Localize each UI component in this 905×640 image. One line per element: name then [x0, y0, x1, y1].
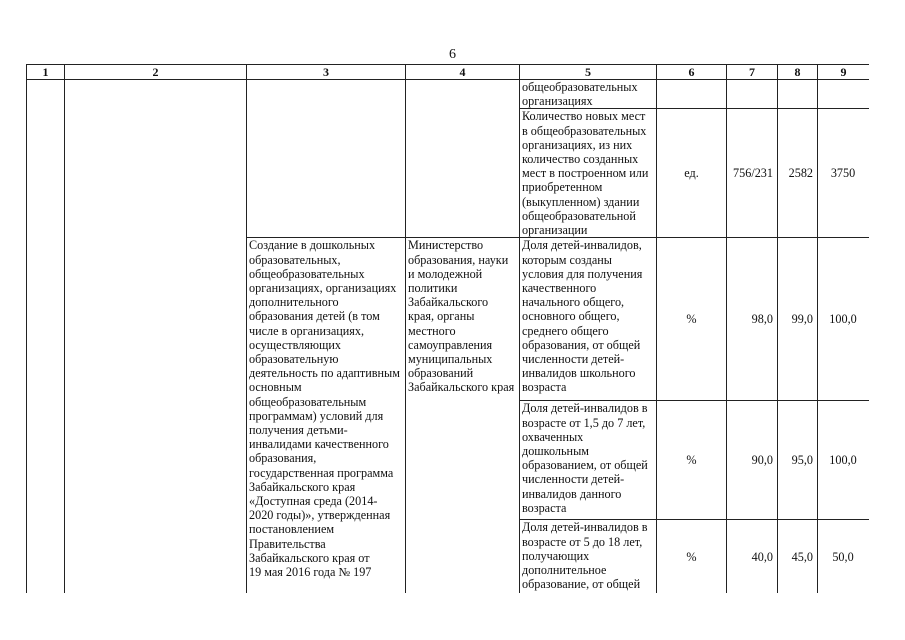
indicator-cell: общеобразовательных организациях: [520, 80, 657, 109]
column-header-2: 2: [65, 65, 247, 80]
column-header-5: 5: [520, 65, 657, 80]
value-cell-col7: [727, 80, 778, 109]
column-header-6: 6: [657, 65, 727, 80]
column-header-9: 9: [818, 65, 870, 80]
column-header-7: 7: [727, 65, 778, 80]
table-row: [27, 80, 870, 109]
value-cell-col7: 40,0: [727, 520, 778, 593]
unit-cell: [657, 80, 727, 109]
measure-cell: Создание в дошкольных образовательных, общеобразовательных организациях, организациях дополнительного образования детей (в том числе в организациях, осуществляющих образовательную деятельность по адаптивным основным общеобразовательным программам) условий для получения детьми- инвалидами качественного образования, государственная программа Забайкальского края «Доступная среда (2014- 2020 годы)», утвержденная постановлением Правительства Забайкальского края от 19 мая 2016 года № 197: [247, 238, 406, 593]
indicator-cell: Доля детей-инвалидов в возрасте от 1,5 до 7 лет, охваченных дошкольным образованием, от общей численности детей- инвалидов данного возраста: [520, 401, 657, 520]
unit-cell: %: [657, 401, 727, 520]
column-header-3: 3: [247, 65, 406, 80]
unit-cell: %: [657, 238, 727, 401]
value-cell-col8: 99,0: [778, 238, 818, 401]
responsible-cell: Министерство образования, науки и молодежной политики Забайкальского края, органы местного самоуправления муниципальных образований Забайкальского края: [406, 238, 520, 593]
value-cell-col9: 50,0: [818, 520, 870, 593]
value-cell-col7: 98,0: [727, 238, 778, 401]
responsible-cell-empty: [406, 80, 520, 238]
indicator-cell: Доля детей-инвалидов в возрасте от 5 до 18 лет, получающих дополнительное образование, от общей: [520, 520, 657, 593]
column-header-8: 8: [778, 65, 818, 80]
measure-cell-empty: [247, 80, 406, 238]
value-cell-col8: 2582: [778, 109, 818, 238]
task-cell: [65, 80, 247, 594]
indicator-cell: Доля детей-инвалидов, которым созданы условия для получения качественного начального общего, основного общего, среднего общего образования, от общей численности детей- инвалидов школьного возраста: [520, 238, 657, 401]
indicators-table: [26, 64, 869, 593]
unit-cell: %: [657, 520, 727, 593]
value-cell-col9: 3750: [818, 109, 870, 238]
value-cell-col9: 100,0: [818, 401, 870, 520]
column-header-4: 4: [406, 65, 520, 80]
value-cell-col9: [818, 80, 870, 109]
value-cell-col8: 95,0: [778, 401, 818, 520]
value-cell-col9: 100,0: [818, 238, 870, 401]
column-number-row: [27, 65, 870, 80]
value-cell-col8: 45,0: [778, 520, 818, 593]
value-cell-col7: 756/231: [727, 109, 778, 238]
indicator-cell: Количество новых мест в общеобразовательных организациях, из них количество созданных мест в построенном или приобретенном (выкупленном) здании общеобразовательной организации: [520, 109, 657, 238]
column-header-1: 1: [27, 65, 65, 80]
number-cell: [27, 80, 65, 594]
value-cell-col7: 90,0: [727, 401, 778, 520]
document-sheet: [26, 64, 869, 593]
page-number: 6: [449, 47, 456, 62]
value-cell-col8: [778, 80, 818, 109]
unit-cell: ед.: [657, 109, 727, 238]
